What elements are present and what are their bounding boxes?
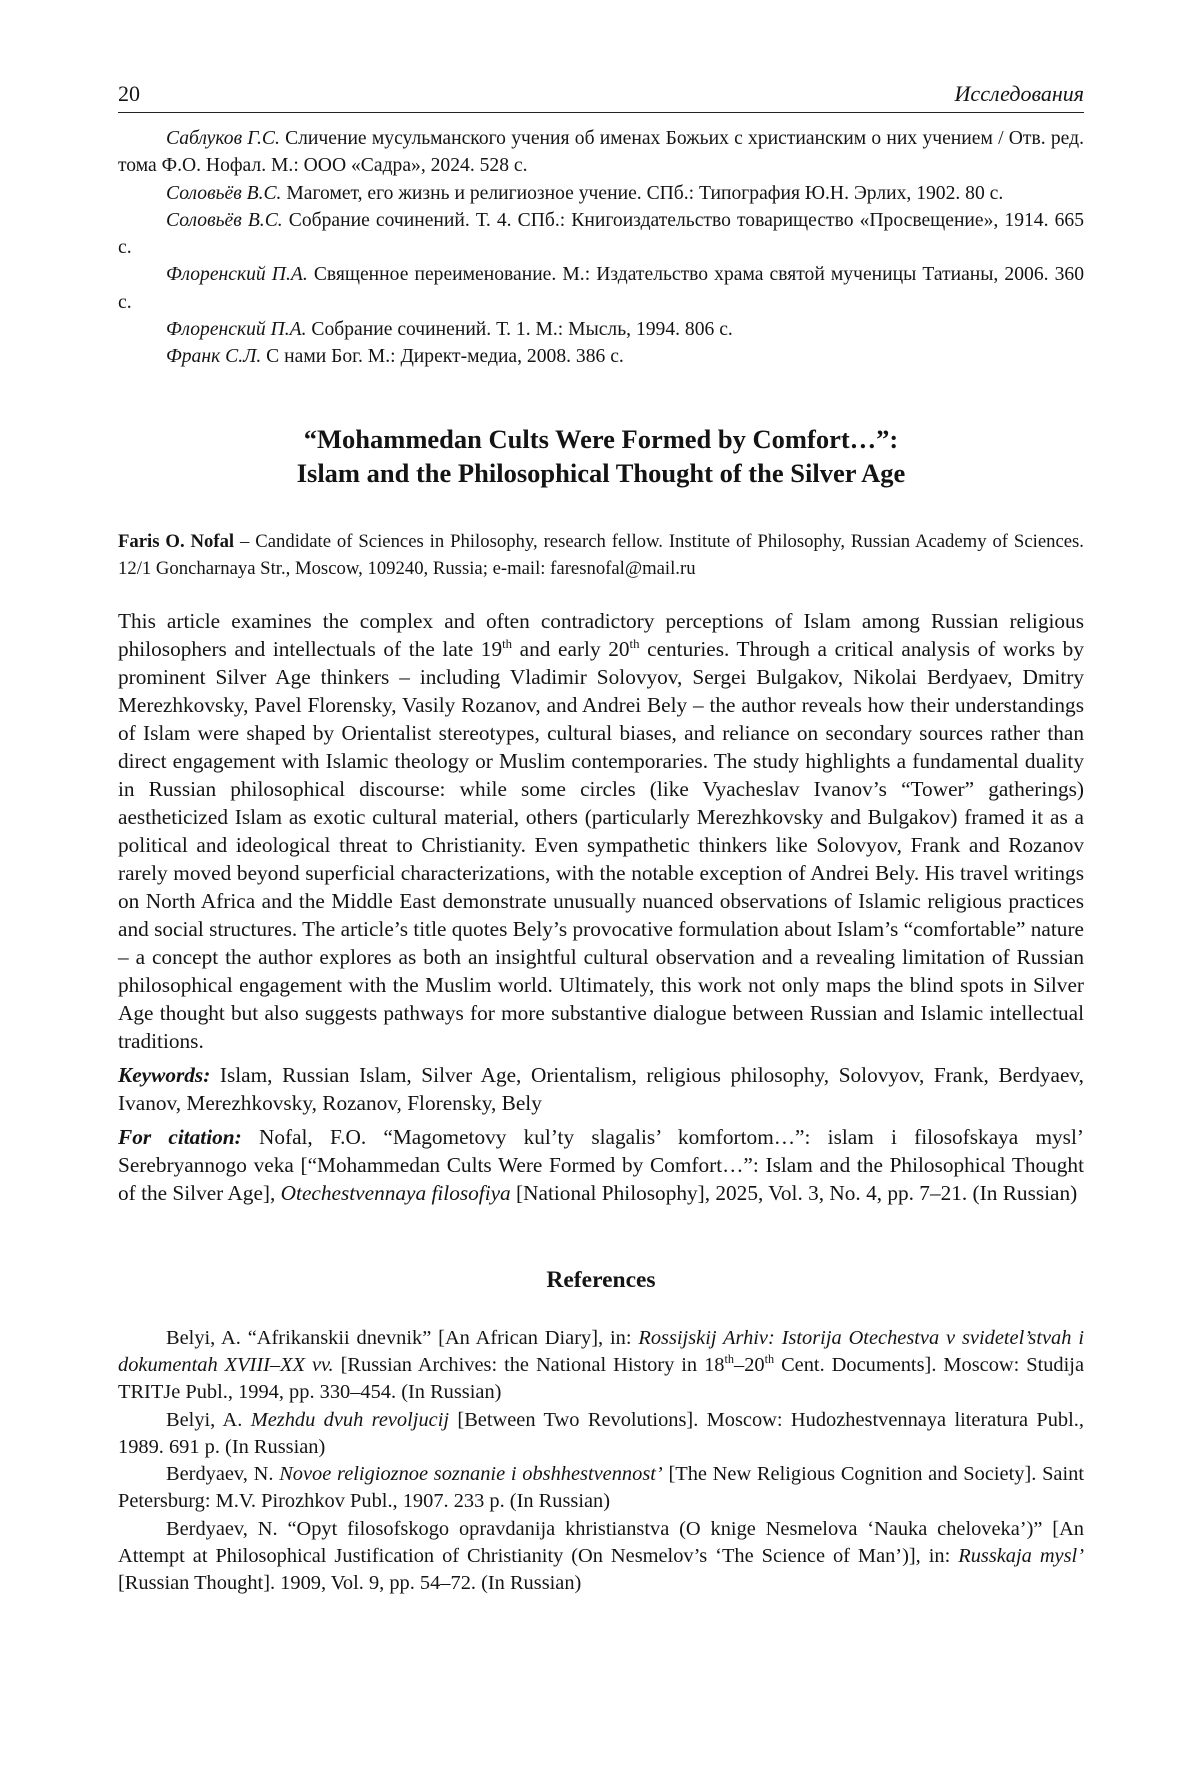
reference-entry: Berdyaev, N. Novoe religioznoe soznanie i obshhestvennost’ [The New Religious Cognition and Society]. Saint Petersburg: M.V. Pirozhkov Publ., 1907. 233 p. (In Russian) [118,1463,1085,1513]
reference-entry: Berdyaev, N. “Opyt filosofskogo opravdanija khristianstva (O knige Nesmelova ‘Nauka cheloveka’)” [An Attempt at Philosophical Justification of Christianity (On Nesmelov’s ‘The Science of Man’)], in: Russkaja mysl’ [Russian Thought]. 1909, Vol. 9, pp. 54–72. (In Russian) [118,1517,1084,1595]
abstract-text: This article examines the complex and often contradictory perceptions of Islam among Russian religious philosophers and intellectuals of the late 19th and early 20th centuries. Through a critical analysis of works by prominent Silver Age thinkers – including Vladimir Solovyov, Sergei Bulgakov, Nikolai Berdyaev, Dmitry Merezhkovsky, Pavel Florensky, Vasily Rozanov, and Andrei Bely – the author reveals how their understandings of Islam were shaped by Orientalist stereotypes, cultural biases, and reliance on secondary sources rather than direct engagement with Islamic theology or Muslim contemporaries. The study highlights a fundamental duality in Russian philosophical discourse: while some circles (like Vyacheslav Ivanov’s “Tower” gatherings) aestheticized Islam as exotic cultural material, others (particularly Merezhkovsky and Bulgakov) framed it as a political and ideological threat to Christianity. Even sympathetic thinkers like Solovyov, Frank and Rozanov rarely moved beyond superficial characterizations, with the notable exception of Andrei Bely. His travel writings on North Africa and the Middle East demonstrate unusually nuanced observations of Islamic religious practices and social structures. The article’s title quotes Bely’s provocative formulation about Islam’s “comfortable” nature – a concept the author explores as both an insightful cultural observation and a revealing limitation of Russian philosophical engagement with the Muslim world. Ultimately, this work not only maps the blind spots in Silver Age thought but also suggests pathways for more substantive dialogue between Russian and Islamic intellectual traditions. [118,608,1084,1053]
bib-entry: Соловьёв В.С. Собрание сочинений. Т. 4. СПб.: Книгоиздательство товарищество «Просвещение», 1914. 665 с. [118,209,1085,259]
bib-entry: Саблуков Г.С. Сличение мусульманского учения об именах Божьих с христианским о них учением / Отв. ред. тома Ф.О. Нофал. М.: ООО «Садра», 2024. 528 с. [118,128,1084,177]
keywords [118,1061,1084,1117]
abstract [118,607,1084,1207]
section-title: Исследования [954,81,1084,106]
bib-author: Соловьёв В.С. [166,182,282,204]
bib-author: Франк С.Л. [166,346,262,368]
reference-entry: Belyi, A. Mezhdu dvuh revoljucij [Between Two Revolutions]. Moscow: Hudozhestvennaya literatura Publ., 1989. 691 p. (In Russian) [118,1408,1084,1458]
article-title-line: “Mohammedan Cults Were Formed by Comfort…”: [303,423,899,454]
bib-entry: Франк С.Л. С нами Бог. М.: Директ-медиа, 2008. 386 с. [166,346,624,368]
page-number: 20 [118,81,140,106]
reference-entry: Belyi, A. “Afrikanskii dnevnik” [An African Diary], in: Rossijskij Arhiv: Istorija Otechestva v svidetel’stvah i dokumentah XVIII–XX vv. [Russian Archives: the National History in 18th–20th Cent. Documents]. Moscow: Studija TRITJe Publ., 1994, pp. 330–454. (In Russian) [118,1326,1085,1404]
citation: For citation: Nofal, F.O. “Magometovy kul’ty slagalis’ komfortom…”: islam i filosofskaya mysl’ Serebryannogo veka [“Mohammedan Cults Were Formed by Comfort…”: Islam and the Philosophical Thought of the Silver Age], Otechestvennaya filosofiya [National Philosophy], 2025, Vol. 3, No. 4, pp. 7–21. (In Russian) [118,1124,1084,1205]
bib-entry: Флоренский П.А. Священное переименование. М.: Издательство храма святой мученицы Татианы, 2006. 360 с. [118,264,1084,313]
author-info [118,528,1084,582]
citation-journal: Otechestvennaya filosofiya [280,1180,511,1205]
running-header [118,80,1084,113]
author-affiliation: – Candidate of Sciences in Philosophy, research fellow. Institute of Philosophy, Russian Academy of Sciences. 12/1 Goncharnaya Str., Moscow, 109240, Russia; e-mail: faresnofal@mail.ru [118,530,1084,579]
bib-entry: Флоренский П.А. Собрание сочинений. Т. 1. М.: Мысль, 1994. 806 с. [166,319,733,341]
references-list [118,1325,1084,1598]
keywords-label: Keywords: [118,1062,211,1087]
bib-author: Флоренский П.А. [166,264,308,286]
bib-entry: Соловьёв В.С. Магомет, его жизнь и религиозное учение. СПб.: Типография Ю.Н. Эрлих, 1902. 80 с. [166,182,1004,204]
article-title [118,422,1084,490]
russian-bibliography [118,125,1084,371]
journal-page [118,80,1084,1598]
keywords-list: Islam, Russian Islam, Silver Age, Orientalism, religious philosophy, Solovyov, Frank, Berdyaev, Ivanov, Merezhkovsky, Rozanov, Florensky, Bely [118,1062,1084,1115]
references-heading: References [546,1266,656,1293]
bib-author: Саблуков Г.С. [166,128,280,149]
author-name: Faris O. Nofal [118,530,235,552]
bib-author: Флоренский П.А. [166,319,307,341]
article-title-line: Islam and the Philosophical Thought of the Silver Age [296,457,906,488]
bib-author: Соловьёв В.С. [166,209,283,231]
citation-label: For citation: [118,1124,242,1149]
